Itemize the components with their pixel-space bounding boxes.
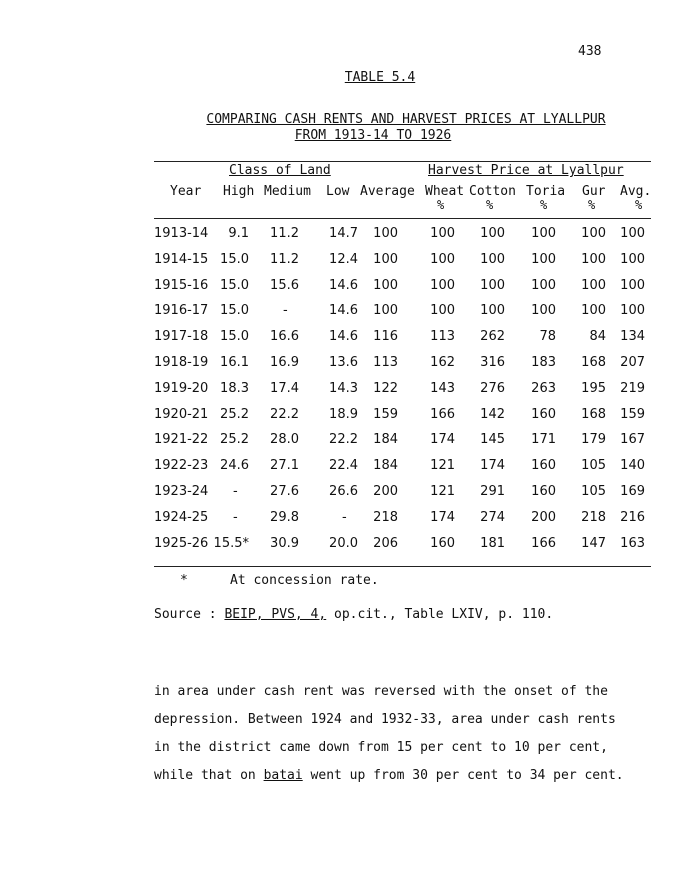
cell-year: 1922-23 [154, 458, 209, 473]
cell-cotton: 100 [480, 226, 505, 241]
cell-low: 14.3 [329, 381, 358, 396]
cell-gur: 100 [581, 278, 606, 293]
table-header-rule [154, 218, 651, 219]
cell-low: 14.6 [329, 303, 358, 318]
cell-wheat: 162 [430, 355, 455, 370]
cell-gur: 168 [581, 407, 606, 422]
cell-medium: 22.2 [270, 407, 299, 422]
cell-cotton: 100 [480, 252, 505, 267]
cell-gur: 100 [581, 226, 606, 241]
col-header-year: Year [170, 184, 202, 199]
cell-wheat: 121 [430, 484, 455, 499]
cell-high: 18.3 [220, 381, 249, 396]
cell-medium: 27.1 [270, 458, 299, 473]
cell-toria: 100 [531, 226, 556, 241]
cell-toria: 263 [531, 381, 556, 396]
cell-cotton: 181 [480, 536, 505, 551]
cell-year: 1913-14 [154, 226, 209, 241]
cell-high: 24.6 [220, 458, 249, 473]
table-top-rule [154, 161, 651, 162]
cell-medium: 11.2 [270, 252, 299, 267]
body-line-1: in area under cash rent was reversed with the onset of the [154, 684, 608, 699]
cell-average: 122 [373, 381, 398, 396]
cell-avg: 207 [620, 355, 645, 370]
cell-wheat: 121 [430, 458, 455, 473]
unit-avg: % [635, 198, 643, 212]
body-line-4-start: while that on [154, 768, 264, 783]
cell-high: 15.5* [213, 536, 249, 551]
cell-gur: 147 [581, 536, 606, 551]
cell-medium: 15.6 [270, 278, 299, 293]
cell-cotton: 100 [480, 278, 505, 293]
cell-avg: 100 [620, 226, 645, 241]
cell-cotton: 276 [480, 381, 505, 396]
col-header-low: Low [326, 184, 350, 199]
cell-cotton: 142 [480, 407, 505, 422]
cell-cotton: 262 [480, 329, 505, 344]
cell-wheat: 174 [430, 432, 455, 447]
cell-medium: 16.6 [270, 329, 299, 344]
cell-toria: 78 [539, 329, 556, 344]
cell-medium: 16.9 [270, 355, 299, 370]
cell-high: 15.0 [220, 329, 249, 344]
cell-toria: 160 [531, 484, 556, 499]
class-of-land-header: Class of Land [229, 163, 331, 178]
cell-average: 113 [373, 355, 398, 370]
footnote-mark: * [180, 573, 188, 588]
harvest-price-header: Harvest Price at Lyallpur [428, 163, 624, 178]
cell-medium: 11.2 [270, 226, 299, 241]
cell-medium: 30.9 [270, 536, 299, 551]
cell-average: 184 [373, 432, 398, 447]
source-details: op.cit., Table LXIV, p. 110. [334, 607, 554, 622]
cell-high: - [233, 484, 238, 499]
cell-low: 14.7 [329, 226, 358, 241]
cell-gur: 100 [581, 303, 606, 318]
cell-low: 26.6 [329, 484, 358, 499]
cell-toria: 200 [531, 510, 556, 525]
cell-toria: 183 [531, 355, 556, 370]
cell-medium: 29.8 [270, 510, 299, 525]
cell-toria: 160 [531, 407, 556, 422]
cell-medium: 27.6 [270, 484, 299, 499]
table-label: TABLE 5.4 [344, 70, 416, 85]
cell-wheat: 100 [430, 226, 455, 241]
body-line-2: depression. Between 1924 and 1932-33, area under cash rents [154, 712, 616, 727]
footnote-text: At concession rate. [230, 573, 379, 588]
cell-high: 9.1 [228, 226, 249, 241]
cell-low: 22.2 [329, 432, 358, 447]
cell-average: 159 [373, 407, 398, 422]
cell-avg: 169 [620, 484, 645, 499]
body-line-4 [154, 768, 624, 783]
cell-avg: 100 [620, 252, 645, 267]
cell-year: 1917-18 [154, 329, 209, 344]
cell-toria: 100 [531, 278, 556, 293]
cell-avg: 140 [620, 458, 645, 473]
cell-low: 14.6 [329, 278, 358, 293]
cell-high: - [233, 510, 238, 525]
table-title-line2: FROM 1913-14 TO 1926 [294, 128, 452, 143]
page-number: 438 [578, 44, 602, 59]
cell-medium: - [283, 303, 288, 318]
cell-year: 1920-21 [154, 407, 209, 422]
cell-low: - [342, 510, 347, 525]
cell-average: 100 [373, 278, 398, 293]
body-line-4-end: went up from 30 per cent to 34 per cent. [302, 768, 624, 783]
source-label: Source : [154, 607, 217, 622]
cell-cotton: 100 [480, 303, 505, 318]
cell-average: 206 [373, 536, 398, 551]
cell-cotton: 174 [480, 458, 505, 473]
cell-wheat: 174 [430, 510, 455, 525]
cell-gur: 168 [581, 355, 606, 370]
cell-avg: 159 [620, 407, 645, 422]
batai-term: batai [263, 768, 303, 783]
col-header-gur: Gur [582, 184, 606, 199]
col-header-average: Average [360, 184, 415, 199]
cell-avg: 167 [620, 432, 645, 447]
cell-year: 1921-22 [154, 432, 209, 447]
source-reference: BEIP, PVS, 4, [224, 607, 327, 622]
cell-year: 1916-17 [154, 303, 209, 318]
col-header-avg: Avg. [620, 184, 652, 199]
cell-high: 15.0 [220, 252, 249, 267]
cell-year: 1915-16 [154, 278, 209, 293]
cell-avg: 163 [620, 536, 645, 551]
cell-wheat: 100 [430, 252, 455, 267]
cell-toria: 171 [531, 432, 556, 447]
cell-low: 18.9 [329, 407, 358, 422]
cell-gur: 105 [581, 484, 606, 499]
cell-avg: 100 [620, 278, 645, 293]
col-header-high: High [223, 184, 255, 199]
cell-year: 1923-24 [154, 484, 209, 499]
col-header-cotton: Cotton [469, 184, 516, 199]
unit-toria: % [540, 198, 548, 212]
cell-avg: 134 [620, 329, 645, 344]
cell-low: 13.6 [329, 355, 358, 370]
cell-cotton: 316 [480, 355, 505, 370]
cell-low: 20.0 [329, 536, 358, 551]
cell-average: 200 [373, 484, 398, 499]
cell-medium: 17.4 [270, 381, 299, 396]
body-line-3: in the district came down from 15 per cent to 10 per cent, [154, 740, 608, 755]
cell-year: 1919-20 [154, 381, 209, 396]
unit-gur: % [588, 198, 596, 212]
cell-average: 116 [373, 329, 398, 344]
cell-high: 16.1 [220, 355, 249, 370]
cell-medium: 28.0 [270, 432, 299, 447]
cell-average: 100 [373, 226, 398, 241]
cell-avg: 100 [620, 303, 645, 318]
col-header-wheat: Wheat [425, 184, 465, 199]
cell-high: 25.2 [220, 432, 249, 447]
cell-average: 100 [373, 303, 398, 318]
cell-wheat: 143 [430, 381, 455, 396]
cell-wheat: 113 [430, 329, 455, 344]
cell-gur: 100 [581, 252, 606, 267]
unit-cotton: % [486, 198, 494, 212]
cell-gur: 195 [581, 381, 606, 396]
cell-year: 1925-26 [154, 536, 209, 551]
cell-cotton: 145 [480, 432, 505, 447]
cell-avg: 219 [620, 381, 645, 396]
cell-gur: 84 [589, 329, 606, 344]
cell-year: 1914-15 [154, 252, 209, 267]
table-bottom-rule [154, 566, 651, 567]
cell-toria: 160 [531, 458, 556, 473]
cell-wheat: 166 [430, 407, 455, 422]
cell-year: 1924-25 [154, 510, 209, 525]
cell-toria: 100 [531, 252, 556, 267]
cell-average: 100 [373, 252, 398, 267]
cell-toria: 166 [531, 536, 556, 551]
cell-high: 15.0 [220, 303, 249, 318]
col-header-toria: Toria [526, 184, 566, 199]
cell-gur: 105 [581, 458, 606, 473]
unit-wheat: % [437, 198, 445, 212]
cell-avg: 216 [620, 510, 645, 525]
table-title-line1: COMPARING CASH RENTS AND HARVEST PRICES AT LYALLPUR [206, 112, 606, 127]
cell-average: 184 [373, 458, 398, 473]
cell-high: 15.0 [220, 278, 249, 293]
cell-cotton: 274 [480, 510, 505, 525]
cell-wheat: 100 [430, 303, 455, 318]
cell-low: 12.4 [329, 252, 358, 267]
cell-low: 22.4 [329, 458, 358, 473]
source-line [154, 607, 553, 622]
cell-low: 14.6 [329, 329, 358, 344]
cell-toria: 100 [531, 303, 556, 318]
col-header-medium: Medium [264, 184, 311, 199]
cell-average: 218 [373, 510, 398, 525]
cell-wheat: 100 [430, 278, 455, 293]
cell-year: 1918-19 [154, 355, 209, 370]
cell-gur: 218 [581, 510, 606, 525]
cell-wheat: 160 [430, 536, 455, 551]
cell-cotton: 291 [480, 484, 505, 499]
cell-high: 25.2 [220, 407, 249, 422]
cell-gur: 179 [581, 432, 606, 447]
